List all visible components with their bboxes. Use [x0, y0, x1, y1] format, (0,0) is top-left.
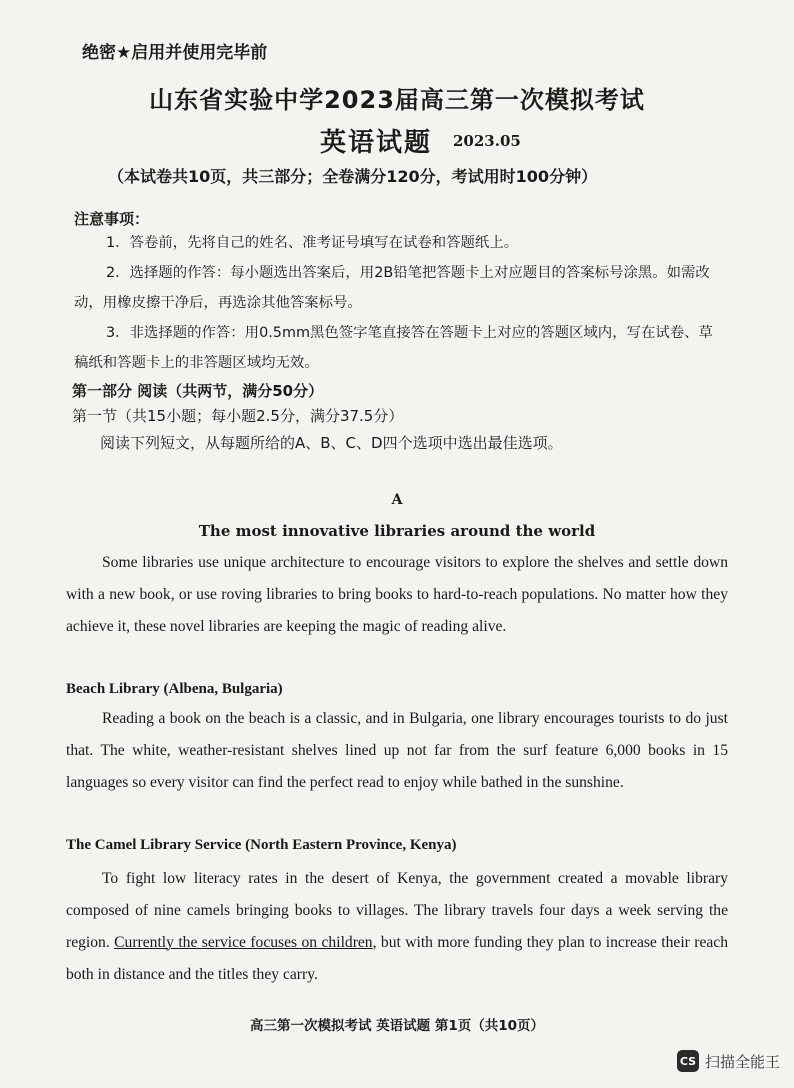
notice-item: 3．非选择题的作答：用0.5mm黑色签字笔直接答在答题卡上对应的答题区域内，写在试卷、草稿纸和答题卡上的非答题区域均无效。	[74, 325, 713, 371]
camel-text-end: , but with more funding they plan to increase their reach both in distance and the titles they carry.	[66, 934, 728, 983]
exam-date: 2023.05	[453, 132, 521, 150]
notice-list	[74, 228, 724, 378]
camscanner-logo-icon: CS	[677, 1050, 699, 1072]
instruction: 阅读下列短文，从每题所给的A、B、C、D四个选项中选出最佳选项。	[100, 434, 563, 452]
notice-item: 2．选择题的作答：每小题选出答案后，用2B铅笔把答题卡上对应题目的答案标号涂黑。如需改动，用橡皮擦干净后，再选涂其他答案标号。	[74, 265, 710, 311]
notice-item: 1．答卷前，先将自己的姓名、准考证号填写在试卷和答题纸上。	[106, 235, 519, 251]
notice-heading: 注意事项：	[74, 210, 150, 228]
scanner-name: 扫描全能王	[704, 1052, 780, 1071]
subject-title: 英语试题	[320, 128, 433, 158]
passage-intro	[66, 547, 728, 643]
underlined-sentence: Currently the service focuses on children	[114, 934, 373, 951]
confidential-label: 绝密★启用并使用完毕前	[82, 43, 268, 63]
camel-section	[66, 863, 728, 991]
section-title: 第一节（共15小题；每小题2.5分，满分37.5分）	[72, 407, 404, 425]
bleed-through: ·	[380, 42, 385, 57]
beach-paragraph: Reading a book on the beach is a classic, and in Bulgaria, one library encourages tourists to do just that. The white, weather-resistant shelves lined up not far from the surf feature 6,000 books in 15 languages so every visitor can find the perfect read to enjoy while bathed in the sunshine.	[66, 710, 728, 791]
beach-section	[66, 703, 728, 799]
intro-paragraph: Some libraries use unique architecture to encourage visitors to explore the shelves and settle down with a new book, or use roving libraries to bring books to hard-to-reach populations. No matter how they achieve it, these novel libraries are keeping the magic of reading alive.	[66, 554, 728, 635]
passage-letter: A	[391, 492, 403, 508]
scanner-watermark	[677, 1050, 780, 1072]
part-title: 第一部分 阅读（共两节，满分50分）	[72, 382, 324, 400]
page-footer: 高三第一次模拟考试 英语试题 第1页（共10页）	[249, 1018, 545, 1034]
camel-text-start: To fight low literacy rates in the desert of Kenya, the government created a movable library composed of nine camels bringing books to villages. The library travels four days a week serving the region.	[66, 870, 728, 951]
passage-title: The most innovative libraries around the world	[198, 522, 596, 540]
camel-paragraph	[66, 863, 728, 991]
camel-heading: The Camel Library Service (North Eastern Province, Kenya)	[66, 837, 457, 853]
exam-title: 山东省实验中学2023届高三第一次模拟考试	[149, 86, 645, 114]
exam-info: （本试卷共10页，共三部分；全卷满分120分，考试用时100分钟）	[108, 167, 598, 186]
beach-heading: Beach Library (Albena, Bulgaria)	[66, 681, 283, 697]
